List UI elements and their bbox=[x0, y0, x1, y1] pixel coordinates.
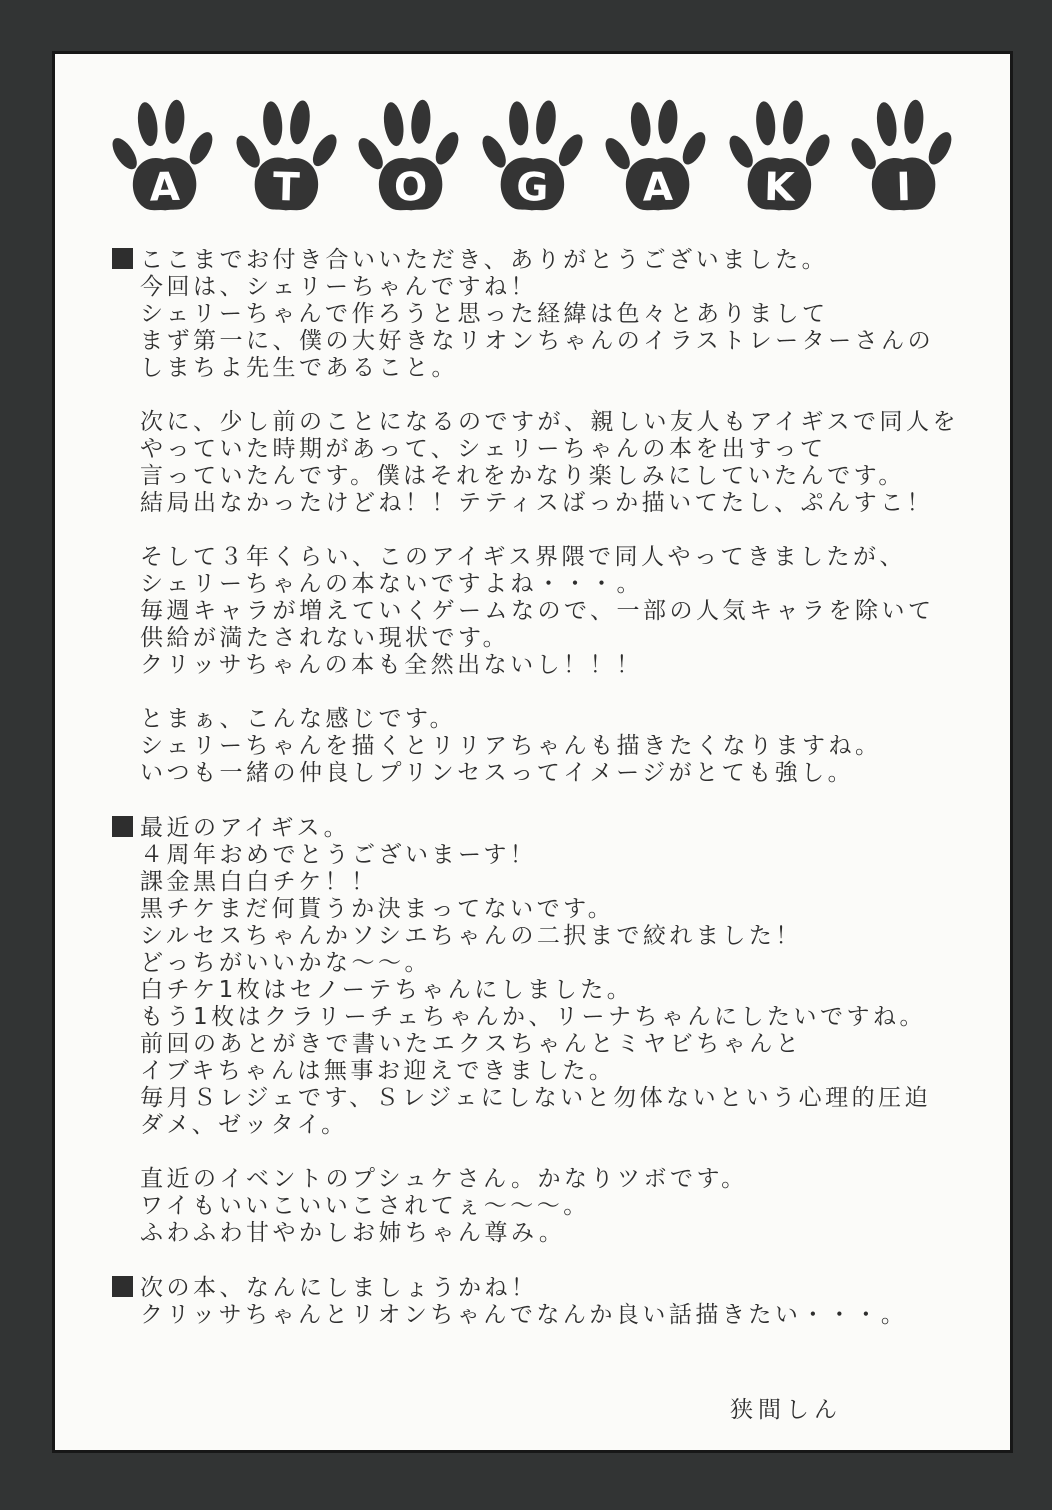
text-line: ４周年おめでとうございまーす！ bbox=[140, 842, 537, 868]
text-line: 今回は、シェリーちゃんですね！ bbox=[140, 274, 538, 300]
paw-letter: G bbox=[516, 164, 550, 211]
text-section bbox=[140, 246, 992, 382]
text-line: やっていた時期があって、シェリーちゃんの本を出すって bbox=[140, 436, 827, 462]
paw-letter: I bbox=[895, 165, 912, 211]
section-bullet-square bbox=[112, 816, 133, 837]
text-line: いつも一緒の仲良しプリンセスってイメージがとても強し。 bbox=[140, 760, 855, 786]
text-line: ここまでお付き合いいただき、ありがとうございました。 bbox=[112, 246, 992, 274]
paw-print-icon bbox=[604, 97, 709, 228]
text-line: シルセスちゃんかソシエちゃんの二択まで絞れました！ bbox=[140, 923, 802, 949]
text-section bbox=[140, 1166, 992, 1247]
text-line: シェリーちゃんの本ないですよね・・・。 bbox=[140, 571, 644, 597]
afterword-text bbox=[55, 246, 1010, 1329]
paw-print-icon bbox=[481, 97, 586, 228]
author-signature: 狭間しん bbox=[730, 1397, 842, 1423]
text-line: どっちがいいかな～～。 bbox=[140, 950, 432, 976]
text-line: シェリーちゃんを描くとリリアちゃんも描きたくなりますね。 bbox=[140, 733, 882, 759]
text-line: そして３年くらい、このアイギス界隈で同人やってきましたが、 bbox=[140, 544, 906, 570]
text-line: 言っていたんです。僕はそれをかなり楽しみにしていたんです。 bbox=[140, 463, 905, 489]
text-line: もう1枚はクラリーチェちゃんか、リーナちゃんにしたいですね。 bbox=[140, 1004, 926, 1030]
paw-print-icon bbox=[850, 97, 955, 228]
text-section bbox=[140, 1274, 992, 1329]
text-section bbox=[140, 544, 992, 679]
text-line: ふわふわ甘やかしお姉ちゃん尊み。 bbox=[140, 1220, 566, 1246]
text-line: 結局出なかったけどね！！テティスばっか描いてたし、ぷんすこ！ bbox=[140, 490, 934, 516]
text-line: しまちよ先生であること。 bbox=[140, 355, 458, 381]
text-line: ダメ、ゼッタイ。 bbox=[140, 1112, 348, 1138]
paw-print-icon bbox=[111, 97, 216, 228]
text-line: 最近のアイギス。 bbox=[112, 814, 992, 842]
text-line: まず第一に、僕の大好きなリオンちゃんのイラストレーターさんの bbox=[140, 328, 935, 354]
text-line: 課金黒白白チケ！！ bbox=[140, 869, 378, 895]
text-line: 次に、少し前のことになるのですが、親しい友人もアイギスで同人を bbox=[140, 409, 959, 435]
text-line: 白チケ1枚はセノーテちゃんにしました。 bbox=[140, 977, 634, 1003]
paw-letter: A bbox=[641, 164, 674, 211]
text-line: 毎月Ｓレジェです、Ｓレジェにしないと勿体ないという心理的圧迫 bbox=[140, 1085, 932, 1111]
text-line: クリッサちゃんの本も全然出ないし！！！ bbox=[140, 652, 643, 678]
text-line: 毎週キャラが増えていくゲームなので、一部の人気キャラを除いて bbox=[140, 598, 935, 624]
afterword-page bbox=[55, 54, 1010, 1450]
text-line: とまぁ、こんな感じです。 bbox=[140, 706, 457, 732]
paw-letter: O bbox=[393, 164, 429, 211]
section-bullet-square bbox=[112, 248, 133, 269]
section-bullet-square bbox=[112, 1276, 133, 1297]
text-line: 前回のあとがきで書いたエクスちゃんとミヤビちゃんと bbox=[140, 1031, 803, 1057]
text-section bbox=[140, 706, 992, 787]
text-line: イブキちゃんは無事お迎えできました。 bbox=[140, 1058, 616, 1084]
paw-letter: K bbox=[763, 164, 795, 211]
paw-print-icon bbox=[358, 97, 463, 228]
text-line: ワイもいいこいいこされてぇ～～～。 bbox=[140, 1193, 590, 1219]
text-line: クリッサちゃんとリオンちゃんでなんか良い話描きたい・・・。 bbox=[140, 1302, 908, 1328]
text-line: 黒チケまだ何貰うか決まってないです。 bbox=[140, 896, 615, 922]
text-section bbox=[140, 814, 992, 1139]
paw-print-icon bbox=[234, 97, 339, 228]
paw-letter: A bbox=[148, 164, 181, 211]
atogaki-paw-title bbox=[113, 98, 954, 226]
paw-print-icon bbox=[727, 97, 832, 228]
text-line: 直近のイベントのプシュケさん。かなりツボです。 bbox=[140, 1166, 748, 1192]
text-line: シェリーちゃんで作ろうと思った経緯は色々とありまして bbox=[140, 301, 829, 327]
text-section bbox=[140, 409, 992, 517]
text-line: 供給が満たされない現状です。 bbox=[140, 625, 510, 651]
paw-letter: T bbox=[272, 164, 301, 211]
text-line: 次の本、なんにしましょうかね！ bbox=[112, 1274, 992, 1302]
